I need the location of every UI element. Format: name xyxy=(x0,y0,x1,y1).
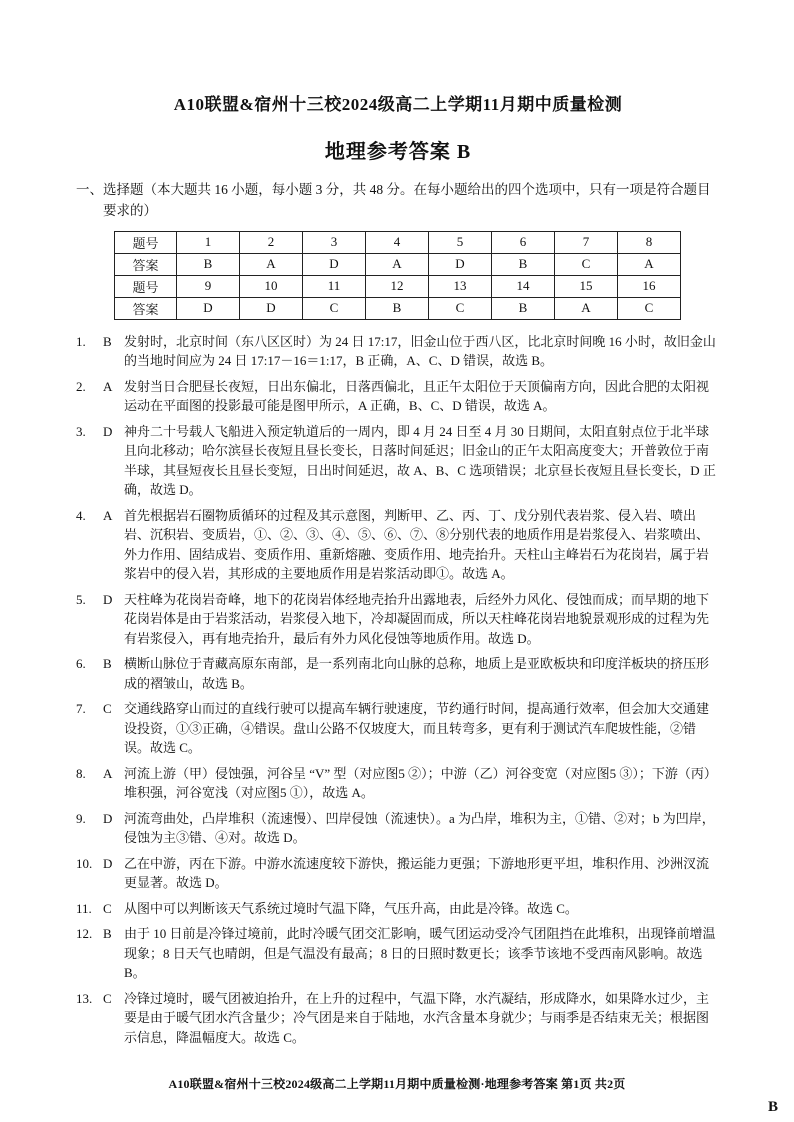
answer-cell: 4 xyxy=(366,231,429,253)
row-label-cell: 题号 xyxy=(115,231,177,253)
answer-letter: C xyxy=(103,701,112,717)
answer-cell: 15 xyxy=(555,275,618,297)
answer-cell: 1 xyxy=(177,231,240,253)
answer-cell: 6 xyxy=(492,231,555,253)
answer-cell: 12 xyxy=(366,275,429,297)
explanation-text: 首先根据岩石圈物质循环的过程及其示意图，判断甲、乙、丙、丁、戊分别代表岩浆、侵入岩、喷出岩、沉积岩、变质岩，①、②、③、④、⑤、⑥、⑦、⑧分别代表的地质作用是岩浆侵入、岩浆喷出、外力作用、固结成岩、变质作用、重新熔融、变质作用、地壳抬升。天柱山主峰岩石为花岗岩，属于岩浆岩中的侵入岩，其形成的主要地质作用是岩浆活动即①。故选 A。 xyxy=(124,507,710,582)
answer-letter: C xyxy=(103,900,112,916)
corner-mark: B xyxy=(767,1099,778,1115)
answer-cell: B xyxy=(492,297,555,319)
answer-cell: C xyxy=(303,297,366,319)
answer-table-row xyxy=(115,253,681,275)
answer-letter: B xyxy=(103,333,112,349)
explanation-text: 神舟二十号载人飞船进入预定轨道后的一周内，即 4 月 24 日至 4 月 30 日期间，太阳直射点位于北半球且向北移动；哈尔滨昼长夜短且昼长变长，日落时间延迟；旧金山的正午太阳高度变大；开普敦位于南半球，其昼短夜长且昼长变短，日出时间延迟，故 A、B、C 选项错误；北京昼长夜短且昼长变长，D 正确，故选 D。 xyxy=(124,423,716,498)
explanation-item xyxy=(76,654,720,693)
section-intro: 一、选择题（本大题共 16 小题，每小题 3 分，共 48 分。在每小题给出的四个选项中，只有一项是符合题目要求的） xyxy=(76,182,711,218)
answer-cell: B xyxy=(177,253,240,275)
answer-table-row xyxy=(115,297,681,319)
answer-table-row xyxy=(115,231,681,253)
answer-table xyxy=(114,231,681,320)
explanation-text: 乙在中游，丙在下游。中游水流速度较下游快，搬运能力更强；下游地形更平坦，堆积作用、沙洲汊流更显著。故选 D。 xyxy=(124,855,710,891)
answer-key-heading: 地理参考答案 B xyxy=(324,141,472,163)
answer-cell: B xyxy=(492,253,555,275)
explanation-item xyxy=(76,764,720,803)
explanation-item xyxy=(76,899,720,919)
explanation-item xyxy=(76,989,720,1048)
answer-cell: A xyxy=(555,297,618,319)
answer-cell: C xyxy=(429,297,492,319)
row-label-cell: 答案 xyxy=(115,253,177,275)
answer-cell: D xyxy=(240,297,303,319)
answer-letter: A xyxy=(103,765,113,781)
question-number: 6. xyxy=(76,656,86,672)
answer-cell: A xyxy=(366,253,429,275)
explanation-text: 由于 10 日前是冷锋过境前，此时冷暖气团交汇影响，暖气团运动受冷气团阻挡在此堆积，出现锋前增温现象；8 日天气也晴朗，但是气温没有最高；8 日的日照时数更长；该季节该地不受西南风影响。故选 B。 xyxy=(124,926,716,981)
explanation-item xyxy=(76,924,720,983)
answer-cell: 16 xyxy=(618,275,681,297)
answer-letter: D xyxy=(103,591,113,607)
explanation-item xyxy=(76,332,720,371)
answer-letter: B xyxy=(103,656,112,672)
answer-cell: B xyxy=(366,297,429,319)
answer-cell: 11 xyxy=(303,275,366,297)
explanation-text: 河流上游（甲）侵蚀强，河谷呈 “V” 型（对应图5 ②）；中游（乙）河谷变宽（对应图5 ③）；下游（丙）堆积强，河谷宽浅（对应图5 ①），故选 A。 xyxy=(124,765,717,801)
explanation-item xyxy=(76,377,720,416)
answer-cell: A xyxy=(618,253,681,275)
answer-letter: A xyxy=(103,507,113,523)
question-number: 3. xyxy=(76,423,86,439)
answer-letter: D xyxy=(103,423,113,439)
explanation-text: 发射当日合肥昼长夜短，日出东偏北，日落西偏北，且正午太阳位于天顶偏南方向，因此合肥的太阳视运动在平面图的投影最可能是图甲所示，A 正确，B、C、D 错误，故选 A。 xyxy=(124,378,710,414)
answer-cell: 5 xyxy=(429,231,492,253)
answer-table-body xyxy=(115,231,681,319)
document-title: A10联盟&宿州十三校2024级高二上学期11月期中质量检测 xyxy=(173,95,623,114)
answer-table-row xyxy=(115,275,681,297)
explanation-text: 天柱峰为花岗岩奇峰，地下的花岗岩体经地壳抬升出露地表，后经外力风化、侵蚀而成；而早期的地下花岗岩体是由于岩浆活动，岩浆侵入地下，冷却凝固而成，所以天柱峰花岗岩地貌景观形成的过程为先有岩浆侵入，再有地壳抬升，最后有外力风化侵蚀等地质作用。故选 D。 xyxy=(124,591,710,646)
page-footer: A10联盟&宿州十三校2024级高二上学期11月期中质量检测·地理参考答案 第1页 共2页 xyxy=(168,1077,626,1091)
answer-letter: D xyxy=(103,810,113,826)
question-number: 1. xyxy=(76,333,86,349)
answer-letter: C xyxy=(103,990,112,1006)
question-number: 12. xyxy=(76,926,93,942)
question-number: 9. xyxy=(76,810,86,826)
answer-cell: 7 xyxy=(555,231,618,253)
explanation-text: 发射时，北京时间（东八区区时）为 24 日 17:17，旧金山位于西八区，比北京时间晚 16 小时，故旧金山的当地时间应为 24 日 17:17－16＝1:17，B 正确，A、C、D 错误，故选 B。 xyxy=(124,333,716,369)
question-number: 5. xyxy=(76,591,86,607)
explanation-item xyxy=(76,809,720,848)
answer-letter: A xyxy=(103,378,113,394)
page-content xyxy=(76,0,720,1053)
explanation-text: 交通线路穿山而过的直线行驶可以提高车辆行驶速度，节约通行时间，提高通行效率，但会加大交通建设投资，①③正确，④错误。盘山公路不仅坡度大，而且转弯多，更有利于测试汽车爬坡性能，②错误。故选 C。 xyxy=(124,701,710,756)
answer-cell: C xyxy=(618,297,681,319)
explanations-list xyxy=(76,332,720,1048)
explanation-text: 冷锋过境时，暖气团被迫抬升，在上升的过程中，气温下降，水汽凝结，形成降水，如果降水过少，主要是由于暖气团水汽含量少；冷气团是来自于陆地，水汽含量本身就少；与雨季是否结束无关；根据图示信息，降温幅度大。故选 C。 xyxy=(124,990,710,1045)
answer-letter: B xyxy=(103,926,112,942)
explanation-item xyxy=(76,506,720,584)
question-number: 13. xyxy=(76,990,93,1006)
row-label-cell: 题号 xyxy=(115,275,177,297)
question-number: 7. xyxy=(76,701,86,717)
answer-cell: A xyxy=(240,253,303,275)
explanation-text: 从图中可以判断该天气系统过境时气温下降，气压升高，由此是冷锋。故选 C。 xyxy=(124,900,578,916)
answer-cell: D xyxy=(429,253,492,275)
answer-cell: 9 xyxy=(177,275,240,297)
row-label-cell: 答案 xyxy=(115,297,177,319)
question-number: 11. xyxy=(76,900,92,916)
answer-cell: D xyxy=(303,253,366,275)
explanation-text: 横断山脉位于青藏高原东南部，是一系列南北向山脉的总称，地质上是亚欧板块和印度洋板块的挤压形成的褶皱山，故选 B。 xyxy=(124,656,710,691)
explanation-item xyxy=(76,590,720,649)
answer-cell: D xyxy=(177,297,240,319)
explanation-item xyxy=(76,699,720,758)
answer-cell: 14 xyxy=(492,275,555,297)
answer-cell: 8 xyxy=(618,231,681,253)
question-number: 4. xyxy=(76,507,86,523)
explanation-item xyxy=(76,422,720,500)
answer-cell: C xyxy=(555,253,618,275)
answer-cell: 13 xyxy=(429,275,492,297)
explanation-item xyxy=(76,854,720,893)
answer-letter: D xyxy=(103,855,113,871)
question-number: 10. xyxy=(76,855,93,871)
answer-cell: 3 xyxy=(303,231,366,253)
answer-cell: 2 xyxy=(240,231,303,253)
answer-cell: 10 xyxy=(240,275,303,297)
question-number: 2. xyxy=(76,378,86,394)
question-number: 8. xyxy=(76,765,86,781)
explanation-text: 河流弯曲处，凸岸堆积（流速慢）、凹岸侵蚀（流速快）。a 为凸岸，堆积为主，①错、②对；b 为凹岸，侵蚀为主③错、④对。故选 D。 xyxy=(124,810,715,846)
